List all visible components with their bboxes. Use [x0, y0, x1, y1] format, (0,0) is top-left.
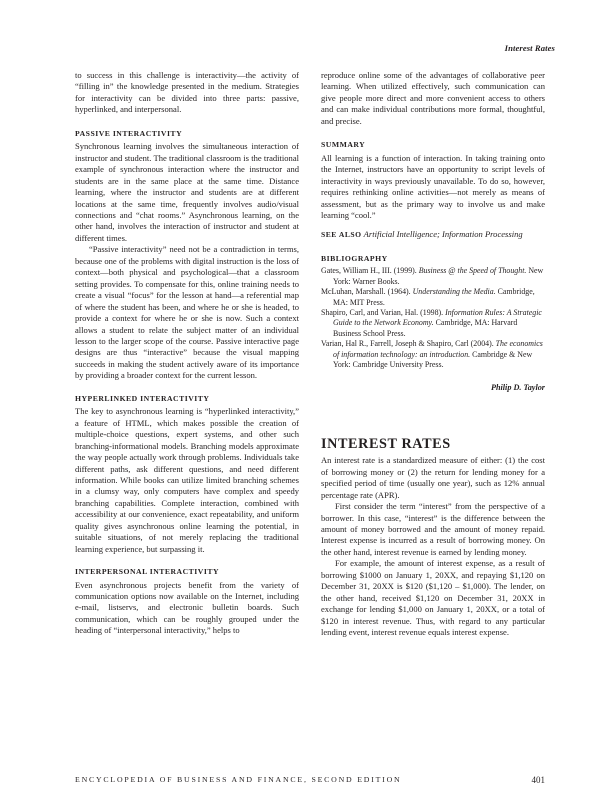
interpersonal-interactivity-heading: INTERPERSONAL INTERACTIVITY	[75, 567, 220, 577]
bibliography-entry: Varian, Hal R., Farrell, Joseph & Shapiro, Carl (2004). The economics of information technology: an introduction. Cambridge & New York: Cambridge University Press.	[321, 339, 543, 369]
page-footer	[75, 775, 545, 784]
interest-rates-paragraph-3: For example, the amount of interest expense, as a result of borrowing $1000 on January 1, 20XX, and repaying $1,120 on December 31, 20XX is $120 ($1,120 – $1,000). The lender, on the other hand, received $1,120 on December 31, 20XX in exchange for lending $1,000 on January 1, 20XX, or a total of $120 in interest revenue. Thus, with regard to any particular lending event, interest revenue equals interest expense.	[321, 558, 545, 638]
see-also-label: SEE ALSO	[321, 230, 362, 240]
page-number: 401	[531, 775, 545, 785]
footer-title: ENCYCLOPEDIA OF BUSINESS AND FINANCE, SECOND EDITION	[75, 775, 402, 784]
interest-rates-title: INTEREST RATES	[321, 435, 451, 452]
bibliography-entry: Shapiro, Carl, and Varian, Hal. (1998). Information Rules: A Strategic Guide to the Network Economy. Cambridge, MA: Harvard Business School Press.	[321, 307, 542, 338]
interest-rates-paragraph-2: First consider the term “interest” from the perspective of a borrower. In this case, “interest” is the difference between the amount of money borrowed and the amount of money repaid. Interest expense is incurred as a result of borrowing money. On the other hand, interest revenue is earned by lending money.	[321, 501, 545, 557]
passive-paragraph-2: “Passive interactivity” need not be a contradiction in terms, because one of the problems with digital instruction is the loss of context—both physical and psychological—that a classroom setting provides. To compensate for this, online training needs to create a visual “focus” for the lesson at hand—a referential map of where the student has been, and where he or she is headed, to provide a context for where he or she is now. Such a context allows a student to relate the subject matter of an individual lesson to the larger scope of the course. Passive interactive page designs are thus “interactive” because the visual mapping succeeds in making the student actively aware of its importance by providing a broader context for the current lesson.	[75, 244, 299, 381]
author-signature: Philip D. Taylor	[490, 383, 545, 393]
summary-heading: SUMMARY	[321, 140, 366, 150]
left-column	[75, 70, 299, 637]
hyperlinked-interactivity-heading: HYPERLINKED INTERACTIVITY	[75, 393, 210, 403]
continued-paragraph: reproduce online some of the advantages of collaborative peer learning. When utilized effectively, such communication can give people more direct and more convenient access to others and can make individual contributions more formal, thoughtful, and precise.	[321, 70, 545, 126]
interpersonal-paragraph-1: Even asynchronous projects benefit from the variety of communication options now available on the Internet, including e-mail, listservs, and electronic bulletin boards. Such communication, which can be roughly grouped under the heading of “interpersonal interactivity,” helps to	[75, 579, 299, 636]
see-also-refs: Artificial Intelligence; Information Processing	[363, 229, 523, 240]
see-also-line	[321, 229, 545, 240]
bibliography-heading: BIBLIOGRAPHY	[321, 253, 388, 263]
running-head: Interest Rates	[504, 43, 555, 53]
bibliography-entry: McLuhan, Marshall. (1964). Understanding the Media. Cambridge, MA: MIT Press.	[321, 287, 535, 307]
interest-rates-paragraph-1: An interest rate is a standardized measure of either: (1) the cost of borrowing money or (2) the return for lending money for a specified period of time (usually one year), such as 12% annual percentage rate (APR).	[321, 455, 545, 500]
hyperlinked-paragraph-1: The key to asynchronous learning is “hyperlinked interactivity,” a feature of HTML, which makes possible the creation of multiple-choice questions, expert systems, and other such branching-informational models. Branching models approximate the way people actually work through problems. Individuals take different paths, ask different questions, and need different information. While books can utilize limited branching schemes in a clumsy way, only computers have complex and speedy branching capabilities. Complete interaction, combined with accessibility at our convenience, exact repeatability, and uniform quality gives asynchronous online learning the potential, in suitable situations, of not merely replacing the traditional learning experience, but surpassing it.	[75, 406, 299, 554]
summary-paragraph: All learning is a function of interaction. In taking training onto the Internet, instructors have an opportunity to script levels of interactivity in ways previously unavailable. To do so, however, requires rethinking online activities—not merely as means of assessment, but as the primary way to involve us and make learning “cool.”	[321, 152, 545, 220]
bibliography-entry: Gates, William H., III. (1999). Business @ the Speed of Thought. New York: Warner Books.	[321, 266, 544, 286]
right-column	[321, 70, 545, 639]
intro-paragraph: to success in this challenge is interactivity—the activity of “filling in” the knowledge presented in the medium. Strategies for interactivity can be divided into three parts: passive, hyperlinked, and interpersonal.	[75, 70, 299, 115]
passive-paragraph-1: Synchronous learning involves the simultaneous interaction of instructor and student. The traditional classroom is the traditional example of synchronous interaction where the instructor and students are in the same place at the same time. Distance learning, where the instructor and students are at different locations at the same time, frequently involves audio/visual connections and “chat rooms.” Asynchronous learning, on the other hand, involves the interaction of instructor and student at different times.	[75, 141, 299, 243]
passive-interactivity-heading: PASSIVE INTERACTIVITY	[75, 128, 183, 138]
